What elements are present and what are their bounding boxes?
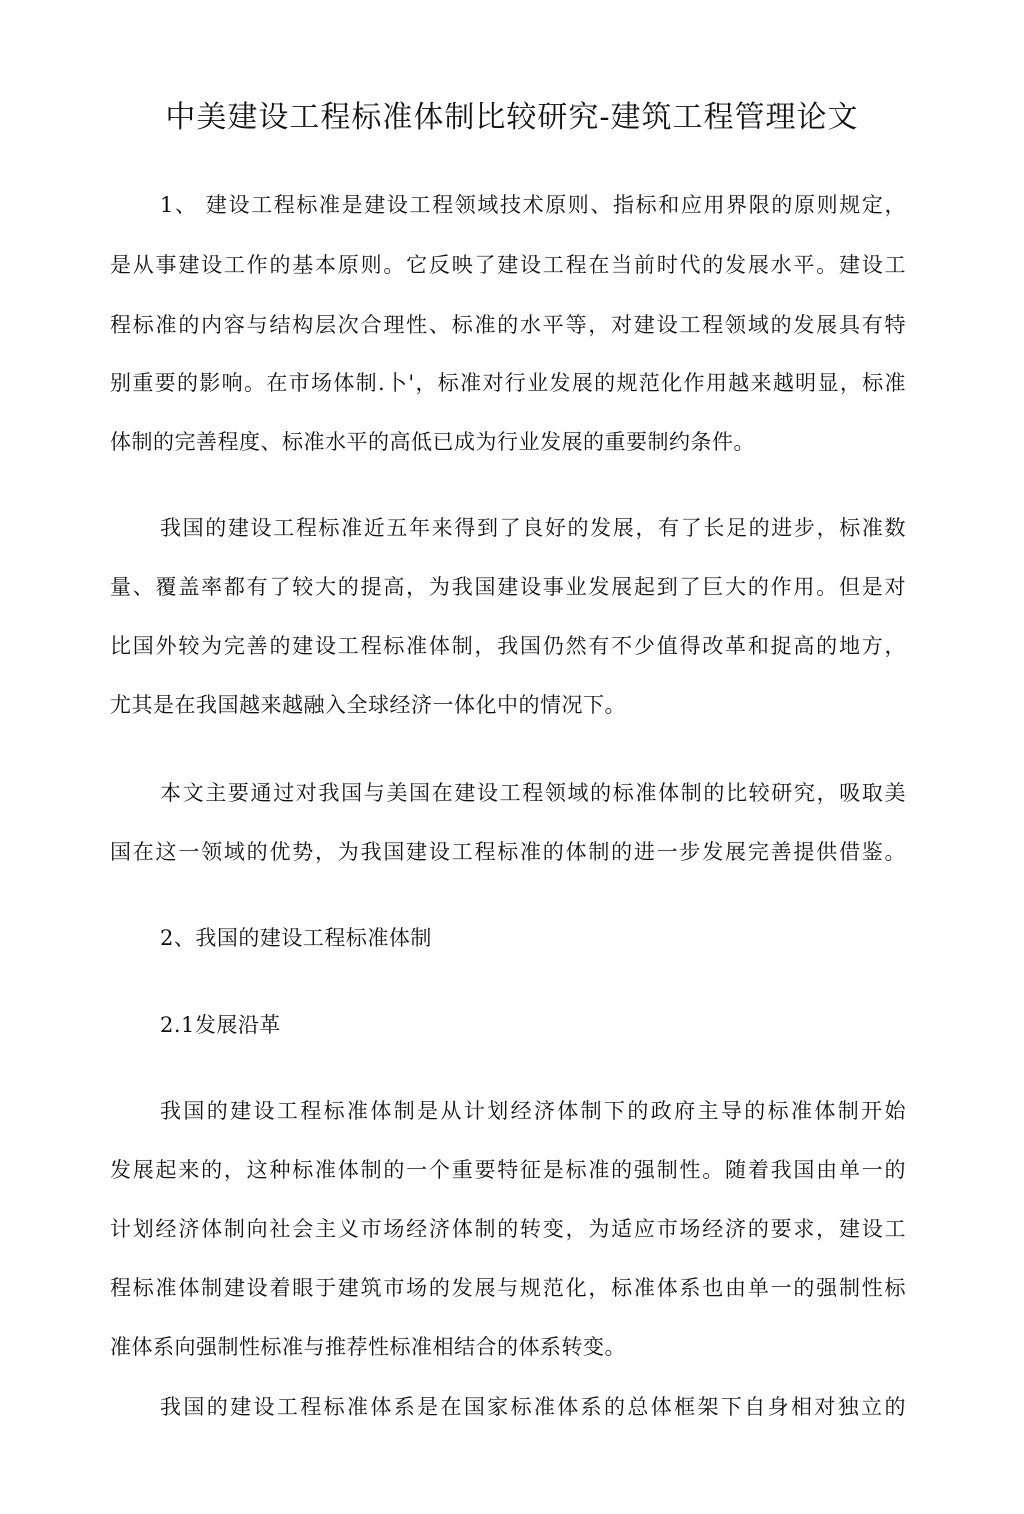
subsection-heading: 2.1发展沿革 bbox=[160, 1013, 281, 1037]
text-line: 尤其是在我国越来越融入全球经济一体化中的情况下。 bbox=[110, 693, 626, 717]
text-line: 本文主要通过对我国与美国在建设工程领域的标准体制的比较研究，吸取美 bbox=[160, 781, 906, 805]
text-line: 比国外较为完善的建设工程标准体制，我国仍然有不少值得改革和捉高的地方， bbox=[110, 634, 906, 658]
text-line: 量、覆盖率都有了较大的提高，为我国建设事业发展起到了巨大的作用。但是对 bbox=[110, 575, 906, 599]
text-line: 程标准的内容与结构层次合理性、标准的水平等，对建设工程领域的发展具有特 bbox=[110, 313, 906, 337]
text-line: 我国的建设工程标准近五年来得到了良好的发展，有了长足的进步，标准数 bbox=[160, 516, 906, 540]
text-line: 程标准体制建设着眼于建筑市场的发展与规范化，标准体系也由单一的强制性标 bbox=[110, 1276, 906, 1300]
text-line: 发展起来的，这种标准体制的一个重要特征是标准的强制性。随着我国由单一的 bbox=[110, 1158, 906, 1182]
text-line: 我国的建设工程标准体制是从计划经济体制下的政府主导的标准体制开始 bbox=[160, 1099, 906, 1123]
section-heading: 2、我国的建设工程标准体制 bbox=[160, 926, 432, 950]
text-line: 我国的建设工程标准体系是在国家标准体系的总体框架下自身相对独立的 bbox=[160, 1395, 906, 1419]
text-line: 准体系向强制性标准与推荐性标准相结合的体系转变。 bbox=[110, 1335, 626, 1359]
document-title: 中美建设工程标准体制比较研究-建筑工程管理论文 bbox=[165, 100, 859, 135]
text-line: 别重要的影响。在市场体制.卜'，标准对行业发展的规范化作用越来越明显，标准 bbox=[110, 371, 906, 395]
text-line: 体制的完善程度、标准水平的高低已成为行业发展的重要制约条件。 bbox=[110, 430, 755, 454]
text-line: 是从事建设工作的基本原则。它反映了建设工程在当前时代的发展水平。建设工 bbox=[110, 253, 906, 277]
text-line: 国在这一领域的优势，为我国建设工程标准的体制的进一步发展完善提供借鉴。 bbox=[110, 840, 906, 864]
text-line: 1、 建设工程标准是建设工程领域技术原则、指标和应用界限的原则规定， bbox=[160, 193, 906, 217]
text-line: 计划经济体制向社会主义市场经济体制的转变，为适应市场经济的要求，建设工 bbox=[110, 1217, 906, 1241]
